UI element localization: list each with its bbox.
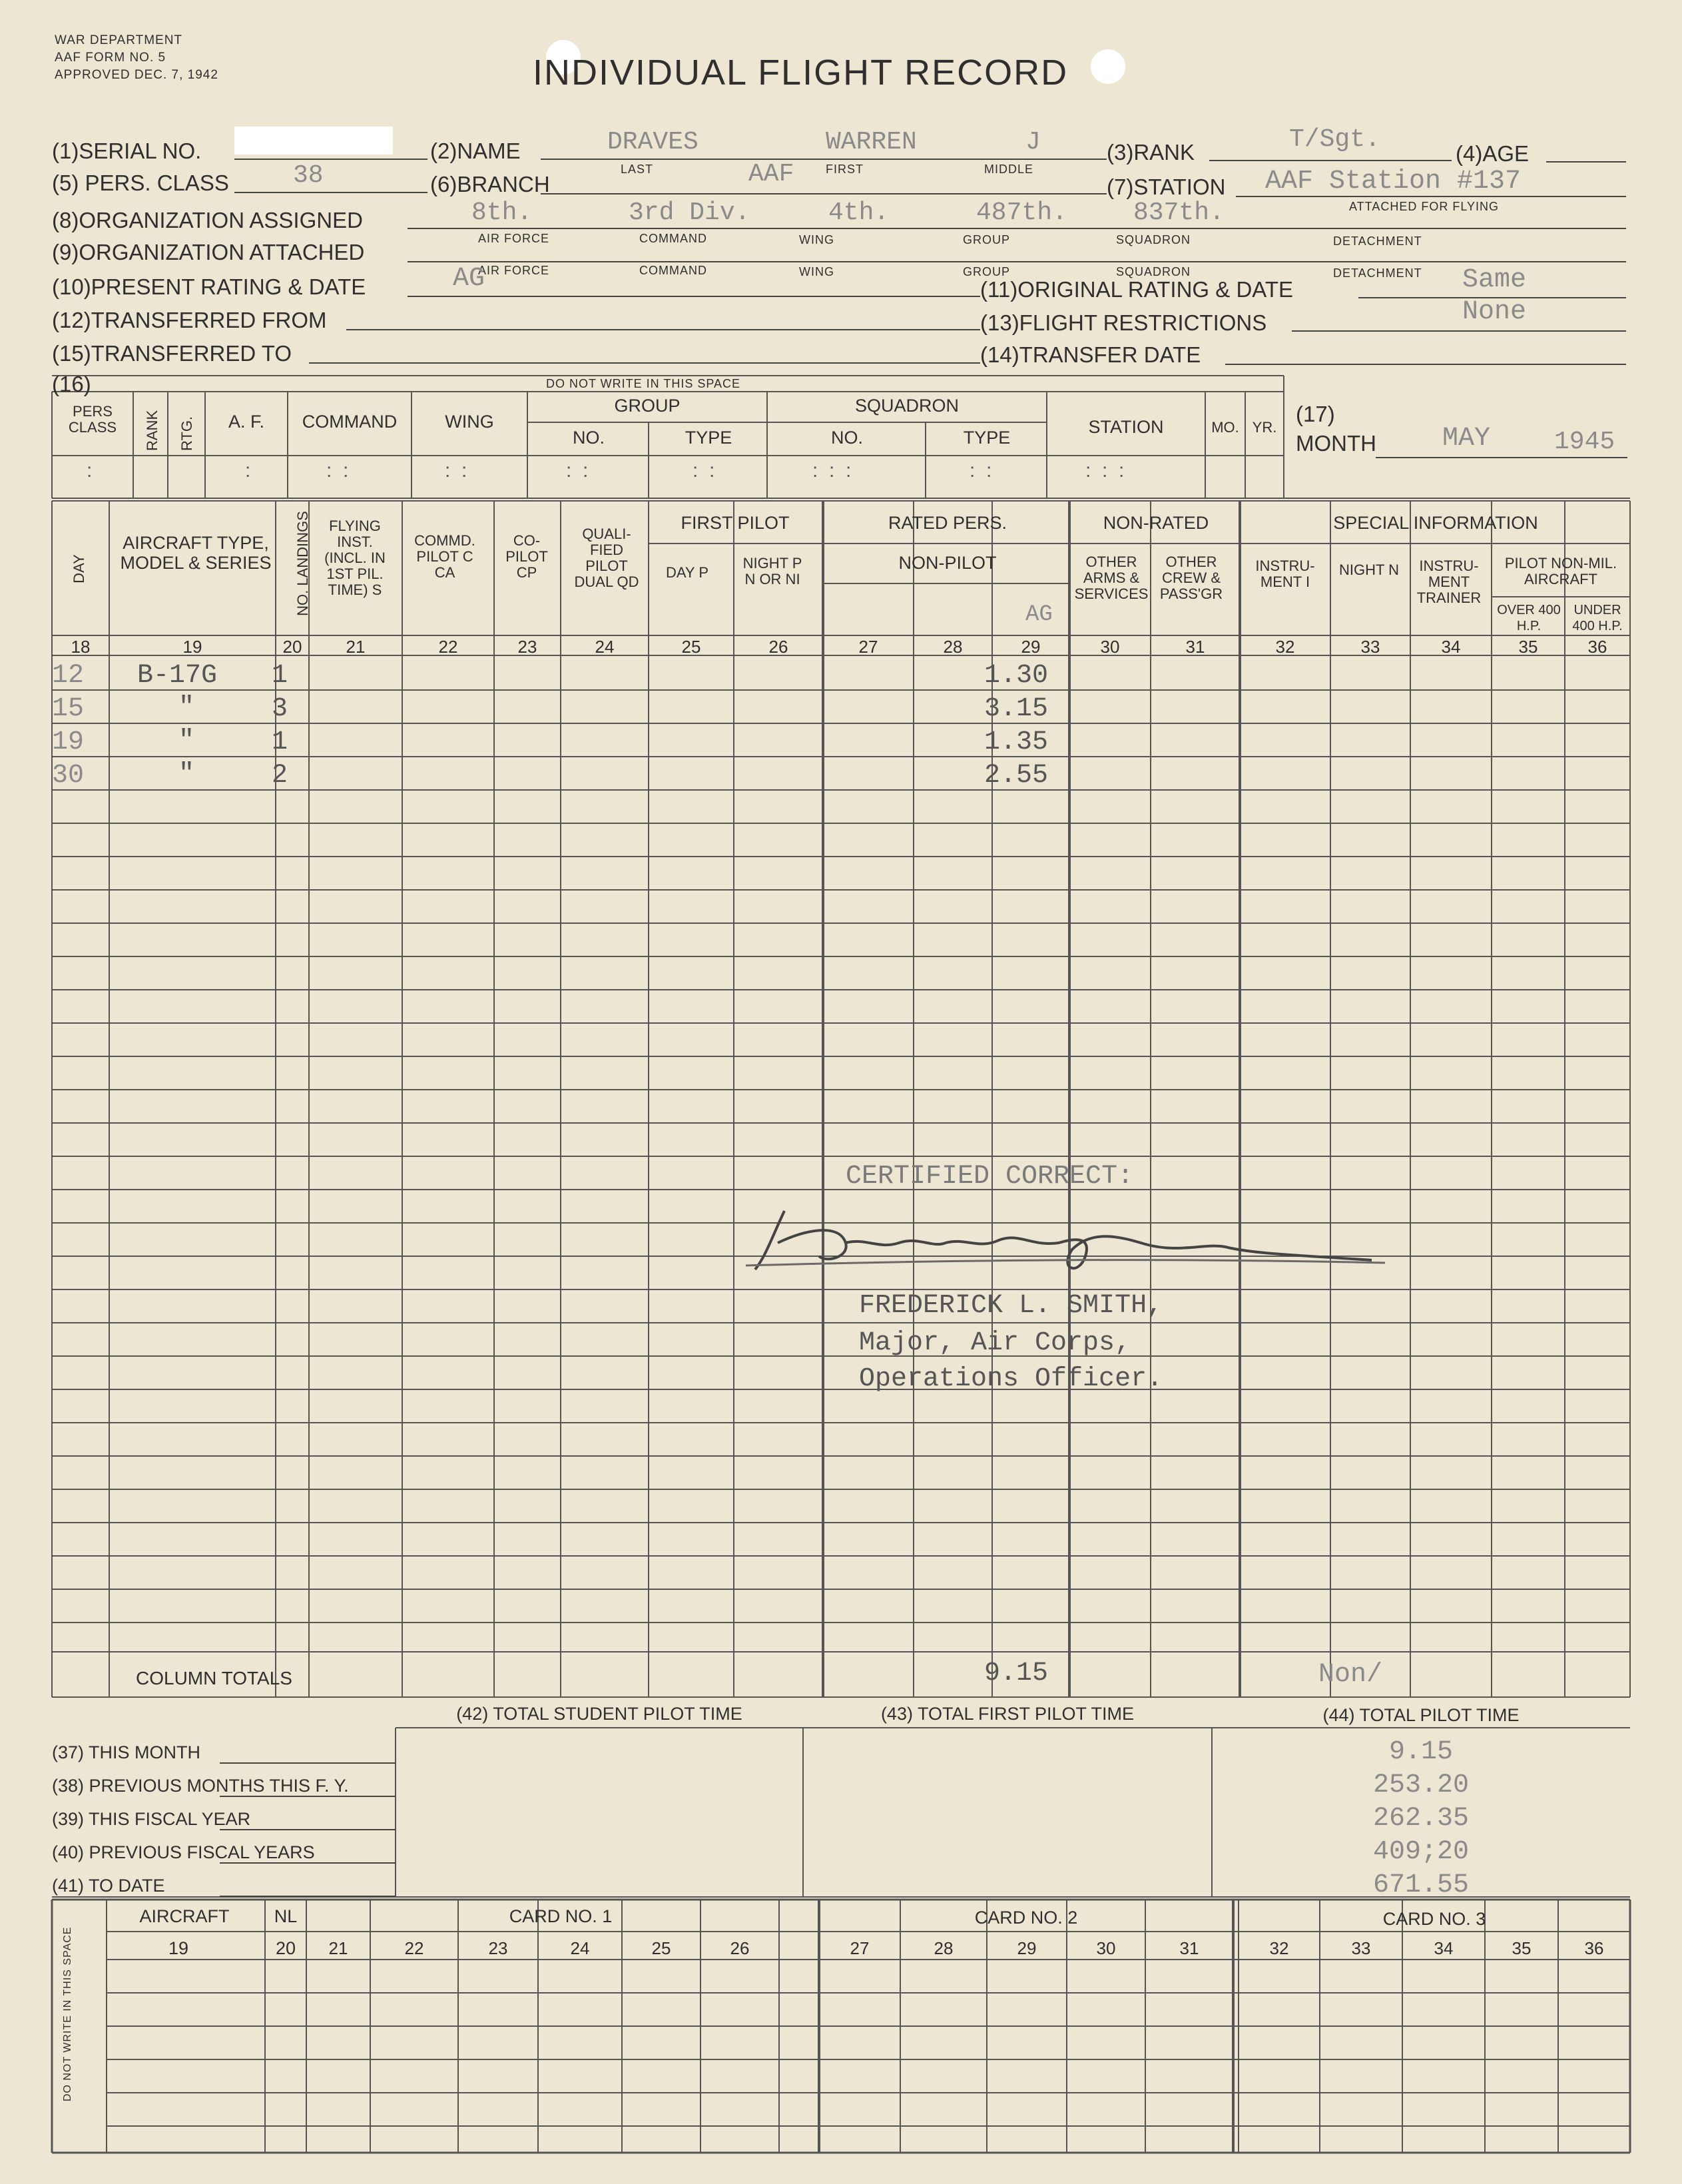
dept-line-2: AAF FORM NO. 5 xyxy=(55,51,166,65)
b16-dots-2: : xyxy=(245,460,251,482)
summary-row-label: (38) PREVIOUS MONTHS THIS F. Y. xyxy=(52,1776,349,1796)
month-label: (17) MONTH xyxy=(1296,402,1376,456)
hdr-non-rated: NON-RATED xyxy=(1103,513,1209,533)
hdr-special-info: SPECIAL INFORMATION xyxy=(1333,513,1538,533)
b16-squadron-no: NO. xyxy=(830,428,863,448)
b16-rank: RANK xyxy=(144,410,160,451)
flight-1-day: 12 xyxy=(52,661,85,691)
org-sub-squadron: SQUADRON xyxy=(1116,233,1191,246)
card-col-28: 28 xyxy=(934,1938,954,1958)
hdr-night: NIGHT N xyxy=(1338,561,1400,578)
hdr-no-landings: NO. LANDINGS xyxy=(294,511,311,616)
summary-row-value: 671.55 xyxy=(1372,1870,1470,1900)
original-rating-value: Same xyxy=(1462,265,1527,295)
col-number-34: 34 xyxy=(1441,637,1461,657)
name-label: (2)NAME xyxy=(430,139,521,163)
hdr-commd-pilot: COMMD. PILOT C CA xyxy=(414,532,475,581)
card-col-34: 34 xyxy=(1434,1938,1454,1958)
dept-line-3: APPROVED DEC. 7, 1942 xyxy=(55,68,218,82)
hdr-other-crew: OTHER CREW & PASS'GR xyxy=(1159,553,1223,602)
summary-row-label: (37) THIS MONTH xyxy=(52,1742,201,1762)
org2-sub-squadron: SQUADRON xyxy=(1116,265,1191,278)
card-side-notice: DO NOT WRITE IN THIS SPACE xyxy=(62,1926,73,2101)
b16-wing: WING xyxy=(445,412,494,432)
col-number-21: 21 xyxy=(346,637,366,657)
column-totals-label: COLUMN TOTALS xyxy=(136,1668,292,1688)
org-assigned-label: (8)ORGANIZATION ASSIGNED xyxy=(52,208,363,232)
b16-dots-9: : : : xyxy=(1085,460,1125,482)
card-col-22: 22 xyxy=(404,1938,424,1958)
block16-label: (16) xyxy=(52,372,91,396)
col-number-19: 19 xyxy=(182,637,202,657)
org-wing: 4th. xyxy=(828,198,890,227)
org-squadron: 837th. xyxy=(1133,198,1225,227)
hdr-fp-day: DAY P xyxy=(666,564,708,581)
org2-sub-wing: WING xyxy=(799,265,834,278)
col-number-24: 24 xyxy=(595,637,615,657)
hdr-instrument: INSTRU- MENT I xyxy=(1255,557,1315,590)
card-2-label: CARD NO. 2 xyxy=(974,1908,1078,1928)
name-middle: J xyxy=(1025,128,1041,157)
card-col-30: 30 xyxy=(1096,1938,1116,1958)
col-number-33: 33 xyxy=(1360,637,1380,657)
summary-row-value: 262.35 xyxy=(1372,1804,1470,1834)
col-number-35: 35 xyxy=(1518,637,1538,657)
card-nl-num: 20 xyxy=(275,1938,296,1958)
year-value: 1945 xyxy=(1554,428,1615,456)
org2-sub-command: COMMAND xyxy=(639,264,707,277)
hdr-pilot-nonmil: PILOT NON-MIL. AIRCRAFT xyxy=(1504,555,1617,587)
org-sub-command: COMMAND xyxy=(639,232,707,245)
branch-value: AAF xyxy=(748,160,794,188)
cert-title-1: Major, Air Corps, xyxy=(859,1328,1131,1358)
name-sub-first: FIRST xyxy=(826,163,864,176)
hdr-rated-pers: RATED PERS. xyxy=(888,513,1007,533)
b16-dots-5: : : xyxy=(566,460,589,482)
card-col-36: 36 xyxy=(1584,1938,1604,1958)
col-number-36: 36 xyxy=(1587,637,1607,657)
org2-sub-detachment: DETACHMENT xyxy=(1333,266,1422,280)
summary-row-value: 9.15 xyxy=(1388,1737,1453,1767)
transferred-from-label: (12)TRANSFERRED FROM xyxy=(52,308,327,332)
cert-heading: CERTIFIED CORRECT: xyxy=(846,1162,1134,1192)
b16-dots-6: : : xyxy=(693,460,715,482)
b16-squadron: SQUADRON xyxy=(854,396,959,416)
name-sub-last: LAST xyxy=(621,163,654,176)
b16-dots-4: : : xyxy=(445,460,467,482)
org-command: 3rd Div. xyxy=(629,198,750,227)
flight-3-day: 19 xyxy=(52,727,85,757)
flight-1-aircraft: B-17G xyxy=(137,661,218,691)
summary-row-label: (39) THIS FISCAL YEAR xyxy=(52,1809,251,1829)
station-label: (7)STATION xyxy=(1107,175,1226,199)
original-rating-label: (11)ORIGINAL RATING & DATE xyxy=(980,277,1294,302)
flight-2-ag: 3.15 xyxy=(984,694,1049,724)
rank-value: T/Sgt. xyxy=(1289,125,1380,154)
org-group: 487th. xyxy=(976,198,1067,227)
column-totals-note: Non/ xyxy=(1318,1660,1383,1690)
col-number-26: 26 xyxy=(768,637,788,657)
hdr-over400: OVER 400 H.P. xyxy=(1497,603,1561,633)
b16-af: A. F. xyxy=(228,412,264,432)
present-rating-label: (10)PRESENT RATING & DATE xyxy=(52,274,366,299)
name-last: DRAVES xyxy=(607,128,699,157)
flight-restrictions-value: None xyxy=(1462,297,1527,327)
col-number-30: 30 xyxy=(1100,637,1120,657)
card-1-label: CARD NO. 1 xyxy=(509,1906,613,1926)
cert-name: FREDERICK L. SMITH, xyxy=(859,1291,1163,1321)
hdr-instr-trainer: INSTRU- MENT TRAINER xyxy=(1416,557,1482,606)
hdr-non-pilot: NON-PILOT xyxy=(898,553,997,573)
b16-command: COMMAND xyxy=(302,412,398,432)
rank-label: (3)RANK xyxy=(1107,140,1195,165)
branch-label: (6)BRANCH xyxy=(430,172,550,196)
card-col-21: 21 xyxy=(328,1938,348,1958)
summary-row-label: (40) PREVIOUS FISCAL YEARS xyxy=(52,1842,315,1862)
pers-class-value: 38 xyxy=(293,161,324,190)
hdr-under400: UNDER 400 H.P. xyxy=(1572,603,1623,633)
flight-4-aircraft: " xyxy=(178,759,195,789)
flight-restrictions-label: (13)FLIGHT RESTRICTIONS xyxy=(980,310,1267,335)
hdr-fp-night: NIGHT P N OR NI xyxy=(742,555,802,587)
transfer-date-label: (14)TRANSFER DATE xyxy=(980,342,1201,367)
flight-2-day: 15 xyxy=(52,694,85,724)
hdr-flying-inst: FLYING INST. (INCL. IN 1ST PIL. TIME) S xyxy=(324,518,386,598)
month-value: MAY xyxy=(1442,424,1491,454)
summary-col-student: (42) TOTAL STUDENT PILOT TIME xyxy=(456,1704,742,1724)
cert-title-2: Operations Officer. xyxy=(859,1364,1163,1394)
card-col-27: 27 xyxy=(850,1938,870,1958)
org-attached-label: (9)ORGANIZATION ATTACHED xyxy=(52,240,365,264)
flight-4-landings: 2 xyxy=(272,761,288,791)
org2-sub-air-force: AIR FORCE xyxy=(478,264,550,277)
transferred-to-label: (15)TRANSFERRED TO xyxy=(52,341,292,366)
summary-row-value: 253.20 xyxy=(1372,1770,1470,1800)
hdr-day: DAY xyxy=(71,554,87,583)
hdr-first-pilot: FIRST PILOT xyxy=(681,513,790,533)
flight-1-landings: 1 xyxy=(272,661,288,691)
col-number-25: 25 xyxy=(681,637,701,657)
flight-3-ag: 1.35 xyxy=(984,727,1049,757)
b16-rtg: RTG. xyxy=(178,416,195,451)
b16-yr: YR. xyxy=(1252,419,1277,436)
hdr-non-pilot-ag: AG xyxy=(1025,602,1053,627)
station-sub: ATTACHED FOR FLYING xyxy=(1349,200,1500,213)
b16-station: STATION xyxy=(1088,417,1164,437)
card-3-label: CARD NO. 3 xyxy=(1382,1909,1486,1929)
dept-line-1: WAR DEPARTMENT xyxy=(55,33,183,47)
org-sub-detachment: DETACHMENT xyxy=(1333,234,1422,248)
b16-dots-3: : : xyxy=(326,460,349,482)
hdr-other-arms: OTHER ARMS & SERVICES xyxy=(1074,553,1149,602)
col-number-18: 18 xyxy=(71,637,91,657)
org2-sub-group: GROUP xyxy=(963,265,1011,278)
flight-1-ag: 1.30 xyxy=(984,661,1049,691)
b16-pers-class: PERS CLASS xyxy=(68,403,117,436)
flight-4-ag: 2.55 xyxy=(984,761,1049,791)
col-number-31: 31 xyxy=(1185,637,1205,657)
column-totals-ag: 9.15 xyxy=(984,1658,1049,1688)
card-col-29: 29 xyxy=(1017,1938,1037,1958)
hdr-qualified: QUALI- FIED PILOT DUAL QD xyxy=(574,526,639,590)
org-sub-group: GROUP xyxy=(963,233,1011,246)
card-col-32: 32 xyxy=(1269,1938,1289,1958)
org-air-force: 8th. xyxy=(471,198,533,227)
flight-3-landings: 1 xyxy=(272,727,288,757)
col-number-27: 27 xyxy=(858,637,878,657)
col-number-22: 22 xyxy=(438,637,458,657)
flight-2-landings: 3 xyxy=(272,694,288,724)
pers-class-label: (5) PERS. CLASS xyxy=(52,171,229,195)
card-col-24: 24 xyxy=(570,1938,590,1958)
flight-3-aircraft: " xyxy=(178,726,195,756)
col-number-29: 29 xyxy=(1021,637,1041,657)
col-number-23: 23 xyxy=(517,637,537,657)
name-sub-middle: MIDDLE xyxy=(984,163,1034,176)
b16-mo: MO. xyxy=(1211,419,1239,436)
card-aircraft: AIRCRAFT xyxy=(139,1906,230,1926)
card-aircraft-num: 19 xyxy=(168,1938,189,1958)
b16-dots-7: : : : xyxy=(812,460,852,482)
page-title: INDIVIDUAL FLIGHT RECORD xyxy=(533,53,1069,93)
b16-group: GROUP xyxy=(614,396,681,416)
card-col-25: 25 xyxy=(651,1938,671,1958)
card-col-26: 26 xyxy=(730,1938,750,1958)
name-first: WARREN xyxy=(826,128,917,157)
card-col-35: 35 xyxy=(1512,1938,1532,1958)
flight-4-day: 30 xyxy=(52,761,85,791)
card-col-23: 23 xyxy=(488,1938,508,1958)
card-col-33: 33 xyxy=(1351,1938,1371,1958)
summary-row-label: (41) TO DATE xyxy=(52,1876,165,1896)
block16-notice: DO NOT WRITE IN THIS SPACE xyxy=(546,377,741,390)
b16-squadron-type: TYPE xyxy=(963,428,1011,448)
serial-no-label: (1)SERIAL NO. xyxy=(52,139,202,163)
card-col-31: 31 xyxy=(1179,1938,1199,1958)
card-nl: NL xyxy=(274,1906,298,1926)
org-sub-wing: WING xyxy=(799,233,834,246)
hdr-co-pilot: CO- PILOT CP xyxy=(505,532,548,581)
hdr-aircraft: AIRCRAFT TYPE, MODEL & SERIES xyxy=(120,533,272,573)
station-value: AAF Station #137 xyxy=(1265,167,1522,196)
b16-dots: : xyxy=(87,460,94,482)
col-number-32: 32 xyxy=(1275,637,1295,657)
age-label: (4)AGE xyxy=(1456,141,1530,166)
summary-col-first: (43) TOTAL FIRST PILOT TIME xyxy=(880,1704,1135,1724)
summary-row-value: 409;20 xyxy=(1372,1837,1470,1867)
b16-group-no: NO. xyxy=(572,428,605,448)
flight-2-aircraft: " xyxy=(178,693,195,723)
summary-col-total: (44) TOTAL PILOT TIME xyxy=(1322,1705,1520,1725)
b16-group-type: TYPE xyxy=(685,428,732,448)
col-number-20: 20 xyxy=(282,637,302,657)
present-rating-value: AG xyxy=(453,264,485,294)
col-number-28: 28 xyxy=(943,637,963,657)
b16-dots-8: : : xyxy=(970,460,992,482)
org-sub-air-force: AIR FORCE xyxy=(478,232,550,245)
